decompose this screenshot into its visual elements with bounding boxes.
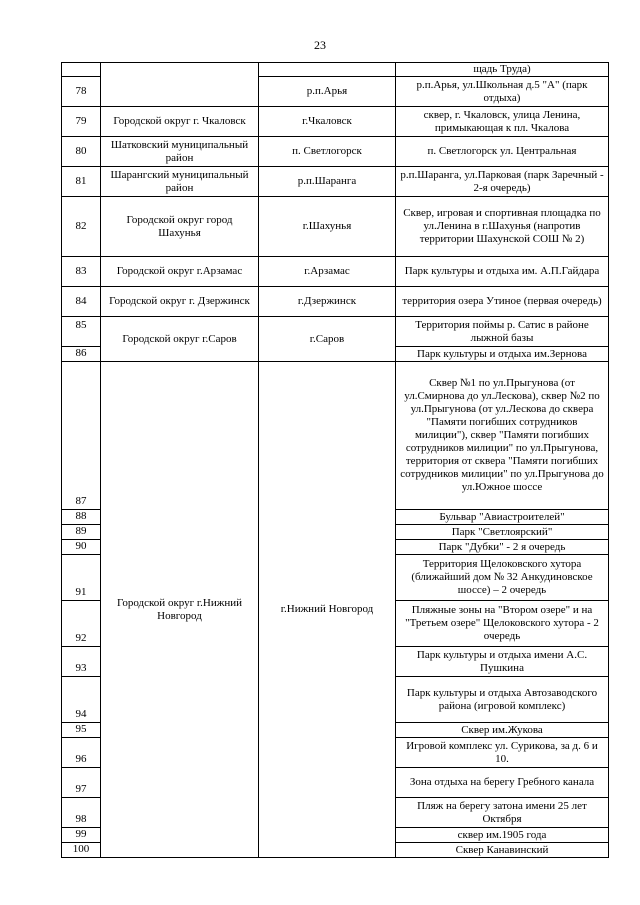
district-cell: Городской округ город Шахунья [101, 197, 259, 257]
row-number: 97 [62, 768, 101, 798]
object-cell: Пляж на берегу затона имени 25 лет Октября [396, 798, 609, 828]
table-row [62, 107, 609, 137]
row-number: 93 [62, 647, 101, 677]
row-number: 85 [62, 317, 101, 347]
object-cell: Парк культуры и отдыха имени А.С. Пушкина [396, 647, 609, 677]
row-number: 91 [62, 555, 101, 601]
object-cell: Сквер Канавинский [396, 843, 609, 858]
table-row [62, 257, 609, 287]
object-cell: Сквер №1 по ул.Прыгунова (от ул.Смирнова до ул.Лескова), сквер №2 по ул.Прыгунова (от ул.Лескова до сквера "Памяти погибших сотрудников милиции"), сквер "Памяти погибших сотрудников милиции" по ул.Прыгунова, территория от сквера "Памяти погибших сотрудников милиции" по ул.Прыгунова до ул.Южное шоссе [396, 362, 609, 510]
table-row [62, 362, 609, 510]
locality-cell: п. Светлогорск [259, 137, 396, 167]
row-number: 86 [62, 347, 101, 362]
page-number: 23 [314, 38, 326, 52]
district-cell: Городской округ г. Чкаловск [101, 107, 259, 137]
row-number: 99 [62, 828, 101, 843]
row-number: 92 [62, 601, 101, 647]
district-cell: Шарангский муниципальный район [101, 167, 259, 197]
object-cell: Игровой комплекс ул. Сурикова, за д. 6 и 10. [396, 738, 609, 768]
object-cell: Пляжные зоны на "Втором озере" и на "Третьем озере" Щелоковского хутора - 2 очередь [396, 601, 609, 647]
locality-cell: г.Нижний Новгород [259, 362, 396, 858]
district-cell: Городской округ г.Арзамас [101, 257, 259, 287]
district-cell: Городской округ г. Дзержинск [101, 287, 259, 317]
row-number: 81 [62, 167, 101, 197]
object-cell: Сквер, игровая и спортивная площадка по ул.Ленина в г.Шахунья (напротив территории Шахунской СОШ № 2) [396, 197, 609, 257]
row-number: 80 [62, 137, 101, 167]
row-number: 89 [62, 525, 101, 540]
locality-cell: г.Шахунья [259, 197, 396, 257]
district-cell [101, 63, 259, 107]
locality-cell: г.Арзамас [259, 257, 396, 287]
object-cell: р.п.Арья, ул.Школьная д.5 "А" (парк отдыха) [396, 77, 609, 107]
object-cell: Парк культуры и отдыха Автозаводского района (игровой комплекс) [396, 677, 609, 723]
locality-cell: г.Саров [259, 317, 396, 362]
object-cell: п. Светлогорск ул. Центральная [396, 137, 609, 167]
table-row [62, 63, 609, 77]
table-row [62, 137, 609, 167]
row-number: 83 [62, 257, 101, 287]
row-number: 78 [62, 77, 101, 107]
object-cell: Сквер им.Жукова [396, 723, 609, 738]
row-number: 96 [62, 738, 101, 768]
table-row [62, 197, 609, 257]
object-cell: Парк культуры и отдыха им. А.П.Гайдара [396, 257, 609, 287]
object-cell: Парк "Дубки" - 2 я очередь [396, 540, 609, 555]
table-row [62, 317, 609, 347]
row-number: 95 [62, 723, 101, 738]
parks-table [61, 62, 609, 858]
object-cell: р.п.Шаранга, ул.Парковая (парк Заречный - 2-я очередь) [396, 167, 609, 197]
district-cell: Городской округ г.Саров [101, 317, 259, 362]
locality-cell: р.п.Арья [259, 77, 396, 107]
locality-cell: г.Чкаловск [259, 107, 396, 137]
locality-cell: р.п.Шаранга [259, 167, 396, 197]
row-number [62, 63, 101, 77]
object-cell: Зона отдыха на берегу Гребного канала [396, 768, 609, 798]
object-cell: Парк "Светлоярский" [396, 525, 609, 540]
object-cell: щадь Труда) [396, 63, 609, 77]
row-number: 84 [62, 287, 101, 317]
object-cell: Парк культуры и отдыха им.Зернова [396, 347, 609, 362]
object-cell: территория озера Утиное (первая очередь) [396, 287, 609, 317]
row-number: 79 [62, 107, 101, 137]
locality-cell [259, 63, 396, 77]
district-cell: Городской округ г.Нижний Новгород [101, 362, 259, 858]
row-number: 82 [62, 197, 101, 257]
object-cell: Территория поймы р. Сатис в районе лыжной базы [396, 317, 609, 347]
object-cell: Бульвар "Авиастроителей" [396, 510, 609, 525]
row-number: 100 [62, 843, 101, 858]
object-cell: сквер им.1905 года [396, 828, 609, 843]
object-cell: сквер, г. Чкаловск, улица Ленина, примыкающая к пл. Чкалова [396, 107, 609, 137]
object-cell: Территория Щелоковского хутора (ближайший дом № 32 Анкудиновское шоссе) – 2 очередь [396, 555, 609, 601]
table-row [62, 167, 609, 197]
table-row [62, 287, 609, 317]
row-number: 87 [62, 362, 101, 510]
row-number: 98 [62, 798, 101, 828]
district-cell: Шатковский муниципальный район [101, 137, 259, 167]
row-number: 90 [62, 540, 101, 555]
row-number: 88 [62, 510, 101, 525]
locality-cell: г.Дзержинск [259, 287, 396, 317]
row-number: 94 [62, 677, 101, 723]
